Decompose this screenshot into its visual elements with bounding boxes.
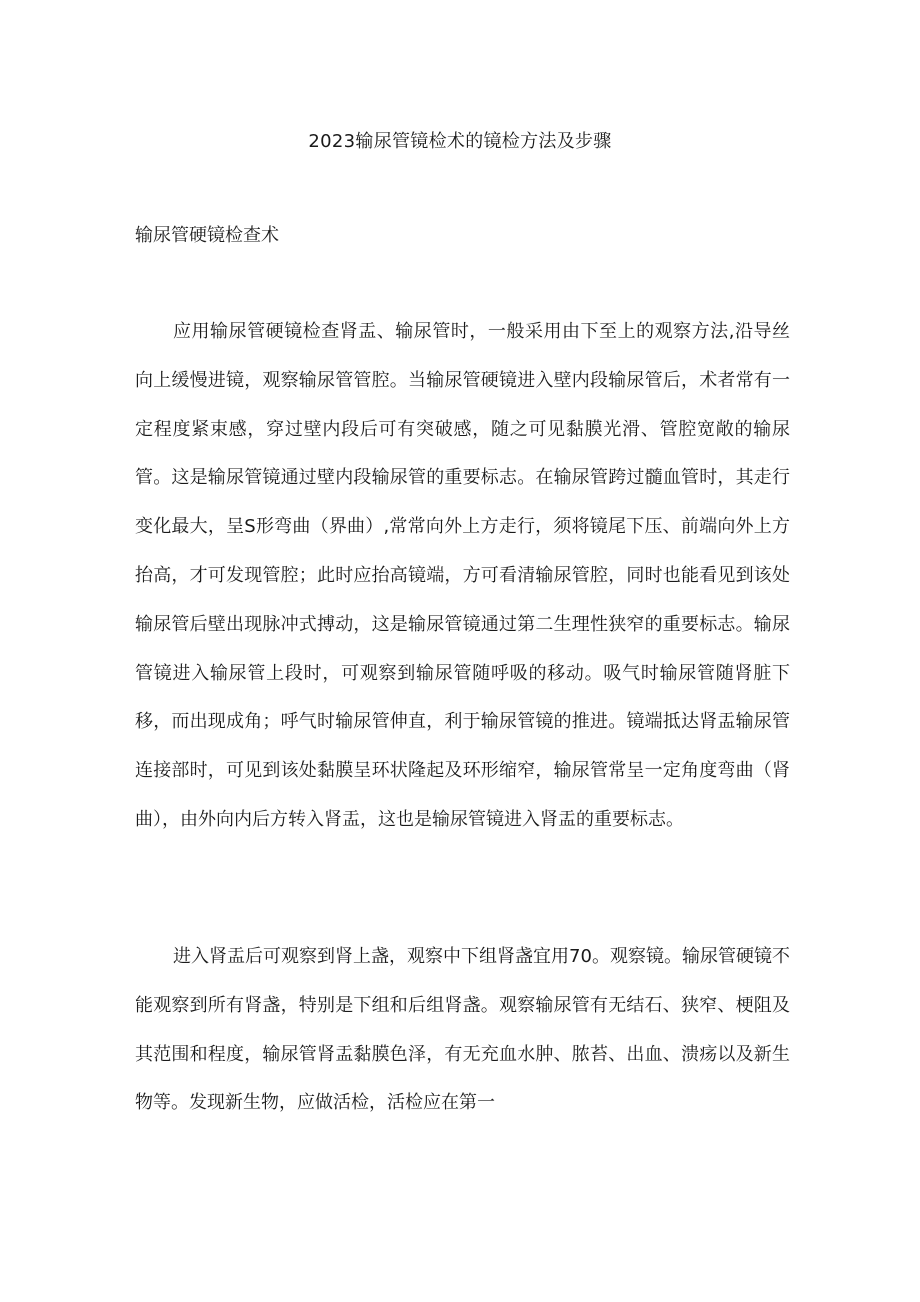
document-title: 2023输尿管镜检术的镜检方法及步骤	[308, 131, 612, 152]
body-paragraph-2: 进入肾盂后可观察到肾上盏，观察中下组肾盏宜用70。观察镜。输尿管硬镜不能观察到所有肾盏，特别是下组和后组肾盏。观察输尿管有无结石、狭窄、梗阻及其范围和程度，输尿管肾盂黏膜色泽，有无充血水肿、脓苔、出血、溃疡以及新生物等。发现新生物，应做活检，活检应在第一	[135, 946, 790, 1114]
body-paragraph-1: 应用输尿管硬镜检查肾盂、输尿管时，一般采用由下至上的观察方法,沿导丝向上缓慢进镜，观察输尿管管腔。当输尿管硬镜进入壁内段输尿管后，术者常有一定程度紧束感，穿过壁内段后可有突破感，随之可见黏膜光滑、管腔宽敞的输尿管。这是输尿管镜通过壁内段输尿管的重要标志。在输尿管跨过髓血管时，其走行变化最大，呈S形弯曲（界曲）,常常向外上方走行，须将镜尾下压、前端向外上方抬高，才可发现管腔；此时应抬高镜端，方可看清输尿管腔，同时也能看见到该处输尿管后壁出现脉冲式搏动，这是输尿管镜通过第二生理性狭窄的重要标志。输尿管镜进入输尿管上段时，可观察到输尿管随呼吸的移动。吸气时输尿管随肾脏下移，而出现成角；呼气时输尿管伸直，利于输尿管镜的推进。镜端抵达肾盂输尿管连接部时，可见到该处黏膜呈环状隆起及环形缩窄，输尿管常呈一定角度弯曲（肾曲），由外向内后方转入肾盂，这也是输尿管镜进入肾盂的重要标志。	[135, 321, 790, 830]
section-heading: 输尿管硬镜检查术	[135, 225, 279, 246]
